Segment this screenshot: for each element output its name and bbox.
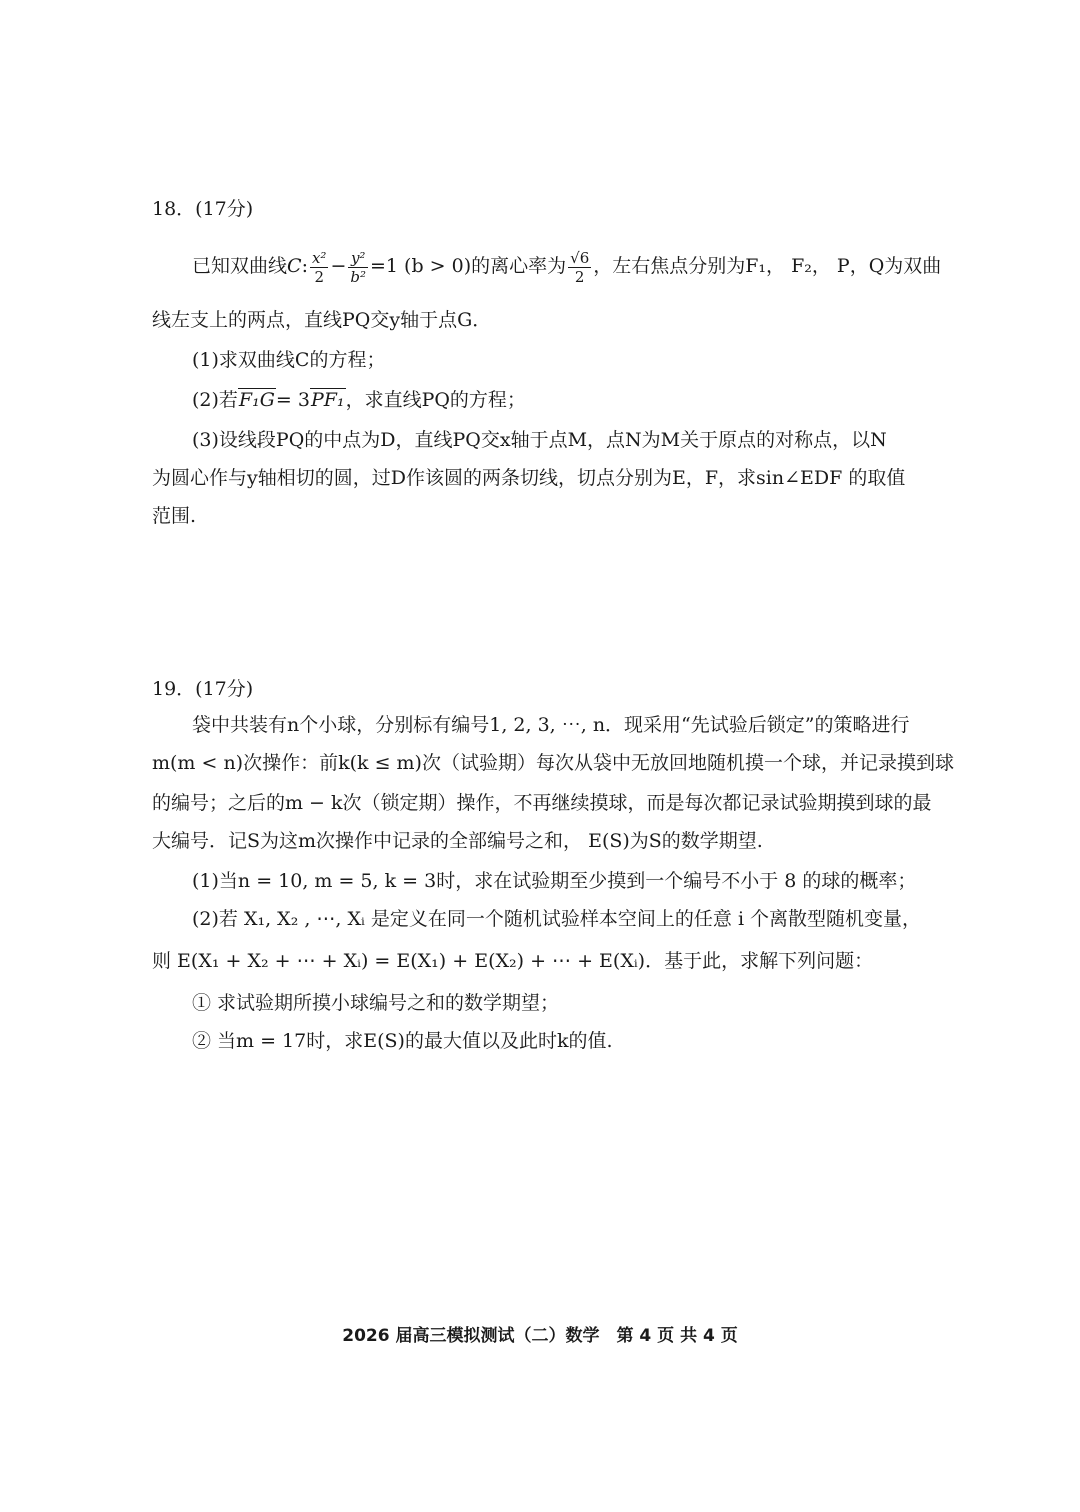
q18-vector-pf1: PF₁ [310, 389, 345, 411]
q18-part3-line2: 为圆心作与y轴相切的圆，过D作该圆的两条切线，切点分别为E，F，求sin∠EDF 的取值 [152, 467, 906, 489]
q19-line4: 大编号．记S为这m次操作中记录的全部编号之和， E(S)为S的数学期望. [152, 830, 763, 852]
q19-part2-line1: (2)若 X₁, X₂ , ⋯, Xᵢ 是定义在同一个随机试验样本空间上的任意 i 个离散型随机变量， [192, 908, 922, 930]
q19-line3: 的编号；之后的m − k次（锁定期）操作，不再继续摸球，而是每次都记录试验期摸到球的最 [152, 792, 932, 814]
q18-minus: − [330, 255, 347, 277]
q19-line2: m(m < n)次操作：前k(k ≤ m)次（试验期）每次从袋中无放回地随机摸一个球，并记录摸到球 [152, 752, 954, 774]
q18-part2 [192, 387, 526, 413]
q18-frac-ecc-den: 2 [574, 267, 585, 286]
q18-heading: 18．(17分) [152, 198, 254, 220]
page-footer: 2026 届高三模拟测试（二）数学 第 4 页 共 4 页 [342, 1326, 738, 1346]
q18-frac-x-num: x² [311, 248, 327, 267]
q18-stem-line2: 线左支上的两点，直线PQ交y轴于点G． [152, 309, 492, 331]
q19-line1: 袋中共装有n个小球，分别标有编号1, 2, 3, ⋯, n．现采用“先试验后锁定”的策略进行 [192, 714, 910, 736]
q18-eq-rest: =1 (b > 0) [370, 255, 472, 277]
q18-frac-y-den: b² [350, 267, 366, 286]
q18-frac-x [310, 249, 328, 286]
q18-part2-a: (2)若 [192, 389, 238, 411]
q18-part2-mid: = 3 [275, 389, 310, 411]
q19-part2-line2: 则 E(X₁ + X₂ + ⋯ + Xᵢ) = E(X₁) + E(X₂) + ⋯ + E(Xᵢ)．基于此，求解下列问题： [152, 950, 874, 972]
q18-stem-after: ，左右焦点分别为F₁， F₂， P，Q为双曲 [593, 255, 942, 277]
q18-stem-before: 已知双曲线 [192, 255, 288, 277]
q18-curve: C [287, 255, 302, 277]
q18-ecc-text: 的离心率为 [471, 255, 567, 277]
q18-part1: (1)求双曲线C的方程； [192, 349, 386, 371]
q18-part2-b: ，求直线PQ的方程； [345, 389, 526, 411]
q18-vector-f1g: F₁G [238, 389, 275, 411]
q18-frac-ecc [568, 249, 591, 286]
q18-part3-line3: 范围. [152, 505, 197, 527]
q18-stem [192, 246, 941, 286]
q18-frac-ecc-num: √6 [570, 248, 590, 267]
q19-sub2: ② 当m = 17时，求E(S)的最大值以及此时k的值. [192, 1030, 613, 1052]
q18-eq-prefix: : [301, 255, 308, 277]
q18-frac-y-num: y² [348, 249, 368, 268]
q19-heading: 19．(17分) [152, 678, 254, 700]
q18-frac-y [348, 249, 368, 286]
q19-part1: (1)当n = 10, m = 5, k = 3时，求在试验期至少摸到一个编号不小于 8 的球的概率； [192, 870, 917, 892]
q19-sub1: ① 求试验期所摸小球编号之和的数学期望； [192, 992, 560, 1014]
q18-frac-x-den: 2 [314, 267, 324, 286]
q18-part3-line1: (3)设线段PQ的中点为D，直线PQ交x轴于点M，点N为M关于原点的对称点，以N [192, 429, 887, 451]
